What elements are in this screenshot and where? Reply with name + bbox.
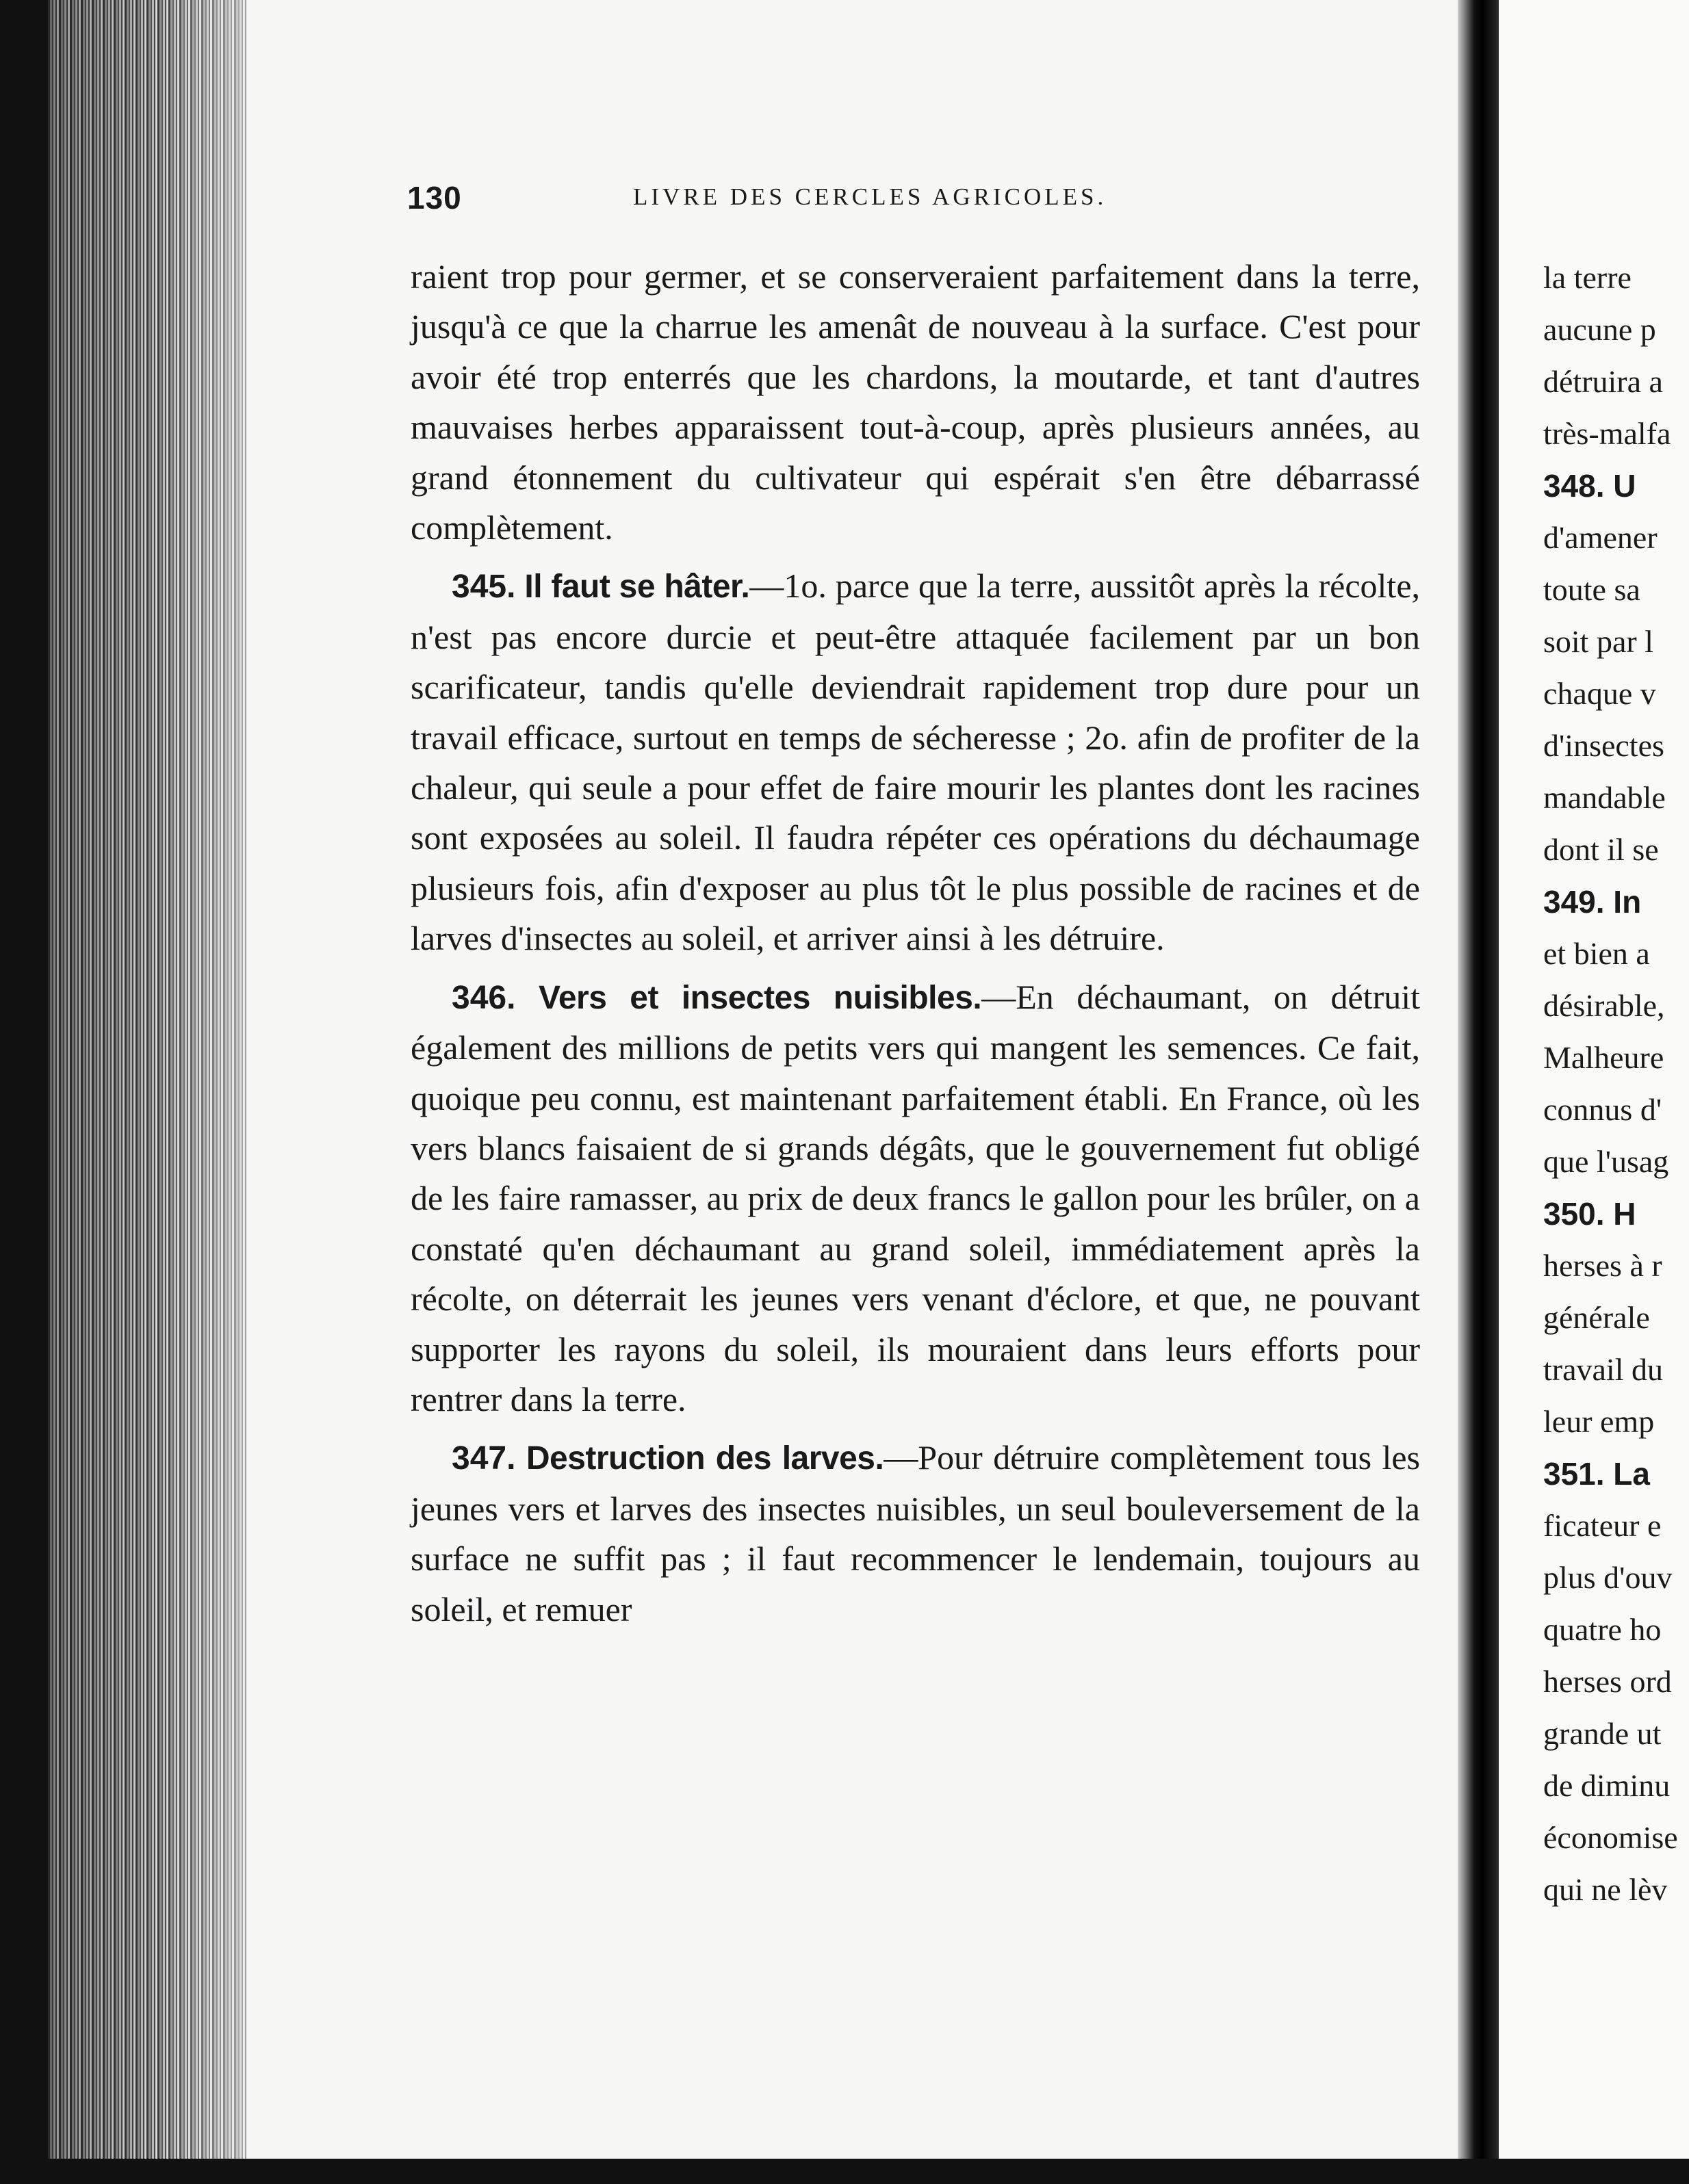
right-line: de diminu [1543,1768,1671,1803]
page-header [407,179,1215,220]
section-text: —Pour détruire complètement tous les jeunes vers et larves des insectes nuisibles, un seul bouleversement de la surface ne suffit pas ; il faut recommencer le lendemain, toujours au soleil, et remuer [411,1438,1420,1628]
continued-paragraph: raient trop pour germer, et se conserveraient parfaitement dans la terre, jusqu'à ce que la charrue les amenât de nouveau à la surface. C'est pour avoir été trop enterrés que les chardons, la moutarde, et tant d'autres mauvaises herbes apparaissent tout-à-coup, après plusieurs années, au grand étonnement du cultivateur qui espérait s'en être débarrassé complètement. [411,257,1420,547]
scan-border-bottom [48,2159,1689,2184]
section-345 [411,561,1420,963]
right-line: mandable [1543,780,1666,815]
scan-border-left [0,0,48,2184]
right-line: et bien a [1543,936,1650,971]
page-body [411,252,1420,1635]
right-line: travail du [1543,1352,1663,1387]
right-line: générale [1543,1300,1650,1335]
right-line: qui ne lèv [1543,1872,1668,1907]
right-line: détruira a [1543,364,1663,399]
right-line: herses ord [1543,1664,1672,1699]
book-page-edges [48,0,246,2184]
right-section-heading: 351. La [1543,1456,1650,1492]
right-line: leur emp [1543,1404,1655,1439]
right-line: très-malfa [1543,416,1671,451]
right-line: toute sa [1543,572,1640,607]
section-number: 345. [452,569,516,606]
page-number: 130 [407,180,462,216]
right-line: connus d' [1543,1092,1662,1127]
section-text: —En déchaumant, on détruit également des millions de petits vers qui mangent les semences. Ce fait, quoique peu connu, est maintenant parfaitement établi. En France, où les vers blancs faisaient de si grands dégâts, que le gouvernement fut obligé de les faire ramasser, au prix de deux francs le gallon pour les brûler, on a constaté qu'en déchaumant au grand soleil, immédiatement après la récolte, on déterrait les jeunes vers venant d'éclore, et que, ne pouvant supporter les rayons du soleil, ils mouraient dans leurs efforts pour rentrer dans la terre. [411,977,1420,1418]
right-page-fragment [1543,252,1689,1916]
right-line: grande ut [1543,1716,1662,1751]
running-head: LIVRE DES CERCLES AGRICOLES. [633,183,1107,210]
section-number: 347. [452,1440,516,1477]
right-section-heading: 350. H [1543,1196,1636,1232]
section-heading: Vers et insectes nuisibles. [538,979,982,1016]
right-line: quatre ho [1543,1612,1662,1647]
right-line: chaque v [1543,676,1656,711]
right-line: d'insectes [1543,728,1664,763]
section-number: 346. [452,979,516,1016]
right-line: Malheure [1543,1040,1664,1075]
section-heading: Il faut se hâter. [524,569,750,606]
right-line: économise [1543,1820,1678,1855]
section-347 [411,1433,1420,1635]
right-line: herses à r [1543,1248,1662,1283]
right-section-heading: 348. U [1543,468,1636,504]
right-line: dont il se [1543,832,1659,867]
right-line: d'amener [1543,520,1658,555]
section-heading: Destruction des larves. [526,1440,884,1477]
section-text: —1o. parce que la terre, aussitôt après la récolte, n'est pas encore durcie et peut-être attaquée facilement par un bon scarificateur, tandis qu'elle deviendrait rapidement trop dure pour un travail efficace, surtout en temps de sécheresse ; 2o. afin de profiter de la chaleur, qui seule a pour effet de faire mourir les plantes dont les racines sont exposées au soleil. Il faudra répéter ces opérations du déchaumage plusieurs fois, afin d'exposer au plus tôt le plus possible de racines et de larves d'insectes au soleil, et arriver ainsi à les détruire. [411,567,1421,958]
right-line: la terre [1543,260,1632,295]
right-section-heading: 349. In [1543,884,1642,920]
right-line: aucune p [1543,312,1656,347]
section-346 [411,972,1420,1425]
right-line: plus d'ouv [1543,1560,1673,1595]
right-line: soit par l [1543,624,1653,659]
book-gutter [1458,0,1499,2184]
right-line: que l'usag [1543,1144,1669,1179]
right-line: ficateur e [1543,1508,1662,1543]
right-line: désirable, [1543,988,1665,1023]
